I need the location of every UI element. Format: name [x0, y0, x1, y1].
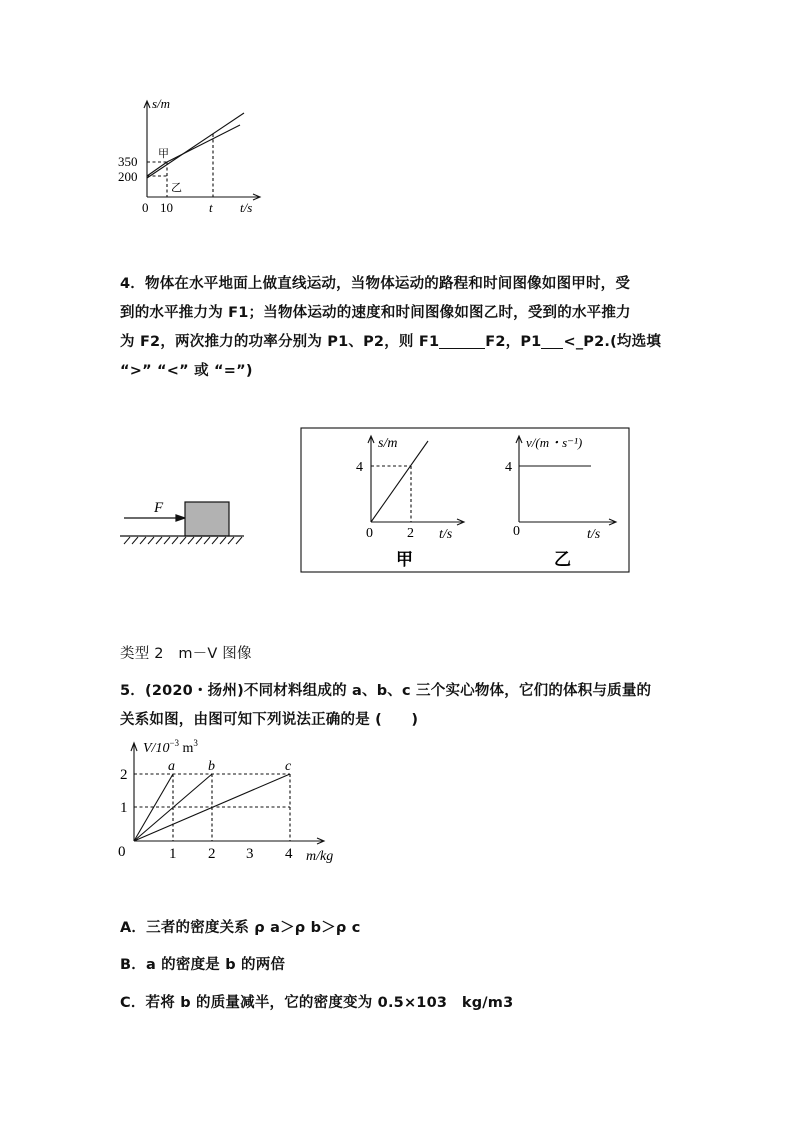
q4-line-4: “>” “<” 或 “=”): [120, 363, 253, 379]
mv-label-c: c: [285, 759, 292, 774]
q4-line3-part-c: <_P2.(均选填: [563, 334, 662, 350]
mv-x-label: m/kg: [306, 849, 334, 864]
jia-y-label: s/m: [378, 436, 398, 451]
block-push-figure: [118, 492, 248, 550]
yi-y-label: v/(m・s⁻¹): [526, 435, 583, 450]
label-yi: 乙: [171, 181, 182, 194]
option-a[interactable]: A．三者的密度关系 ρ a＞ρ b＞ρ c: [120, 920, 361, 936]
jia-caption: 甲: [396, 550, 413, 570]
yi-x-label: t/s: [587, 527, 601, 542]
section-heading: 类型 2 m－V 图像: [120, 646, 252, 662]
q4-line-2: 到的水平推力为 F1；当物体运动的速度和时间图像如图乙时，受到的水平推力: [120, 305, 631, 321]
option-b[interactable]: B．a 的密度是 b 的两倍: [120, 957, 286, 973]
mv-y-tick-1: 1: [120, 800, 128, 816]
mv-y-tick-2: 2: [120, 767, 128, 783]
x-tick-10: 10: [160, 200, 173, 215]
x-axis-label: t/s: [240, 200, 253, 215]
q4-line-1: 4．物体在水平地面上做直线运动，当物体运动的路程和时间图像如图甲时，受: [120, 276, 631, 292]
mv-x-tick-3: 3: [246, 846, 254, 862]
yi-caption: 乙: [554, 550, 571, 570]
question-4: [120, 270, 680, 386]
mv-x-tick-1: 1: [169, 846, 177, 862]
graph-frame-jia-yi: [300, 427, 631, 574]
line-jia: [147, 113, 244, 178]
mv-label-a: a: [168, 759, 175, 774]
blank-f-compare[interactable]: [439, 332, 485, 349]
y-tick-350: 350: [118, 154, 138, 169]
q4-line3-part-a: 为 F2，两次推力的功率分别为 P1、P2，则 F1: [120, 334, 440, 350]
q5-line-2: 关系如图，由图可知下列说法正确的是 ( ): [120, 712, 419, 728]
y-axis-label: s/m: [152, 96, 171, 111]
force-arrow-head: [176, 515, 185, 521]
mv-y-label: $V/10^{-3}$ $m^3$: [143, 738, 198, 756]
yi-y-tick: 4: [505, 460, 512, 475]
x-tick-0: 0: [142, 200, 149, 215]
mv-origin: 0: [118, 844, 126, 860]
mv-x-tick-4: 4: [285, 846, 293, 862]
line-yi: [167, 125, 240, 162]
jia-x-tick-2: 2: [407, 526, 414, 541]
blank-p-compare[interactable]: [541, 332, 563, 349]
jia-line: [371, 441, 428, 522]
yi-x-tick-0: 0: [513, 524, 520, 539]
question-5: [120, 677, 680, 735]
jia-x-tick-0: 0: [366, 526, 373, 541]
q5-line-1: 5．(2020・扬州)不同材料组成的 a、b、c 三个实心物体，它们的体积与质量的: [120, 683, 652, 699]
mv-x-tick-2: 2: [208, 846, 216, 862]
graph-m-v: [112, 738, 352, 866]
mv-label-b: b: [208, 759, 215, 774]
jia-x-label: t/s: [439, 527, 453, 542]
block: [185, 502, 229, 536]
y-tick-200: 200: [118, 169, 138, 184]
label-jia: 甲: [158, 147, 169, 160]
option-c[interactable]: C．若将 b 的质量减半，它的密度变为 0.5×103 kg/m3: [120, 995, 514, 1011]
jia-y-tick: 4: [356, 460, 363, 475]
x-tick-t: t: [209, 200, 213, 215]
q4-line3-part-b: F2，P1: [485, 334, 542, 350]
force-label: F: [154, 500, 164, 516]
ground-hatching: [124, 537, 242, 544]
q4-line-3: [120, 328, 680, 357]
line-yi-start: [147, 162, 167, 176]
graph-s-t-jia-yi: [110, 92, 280, 222]
